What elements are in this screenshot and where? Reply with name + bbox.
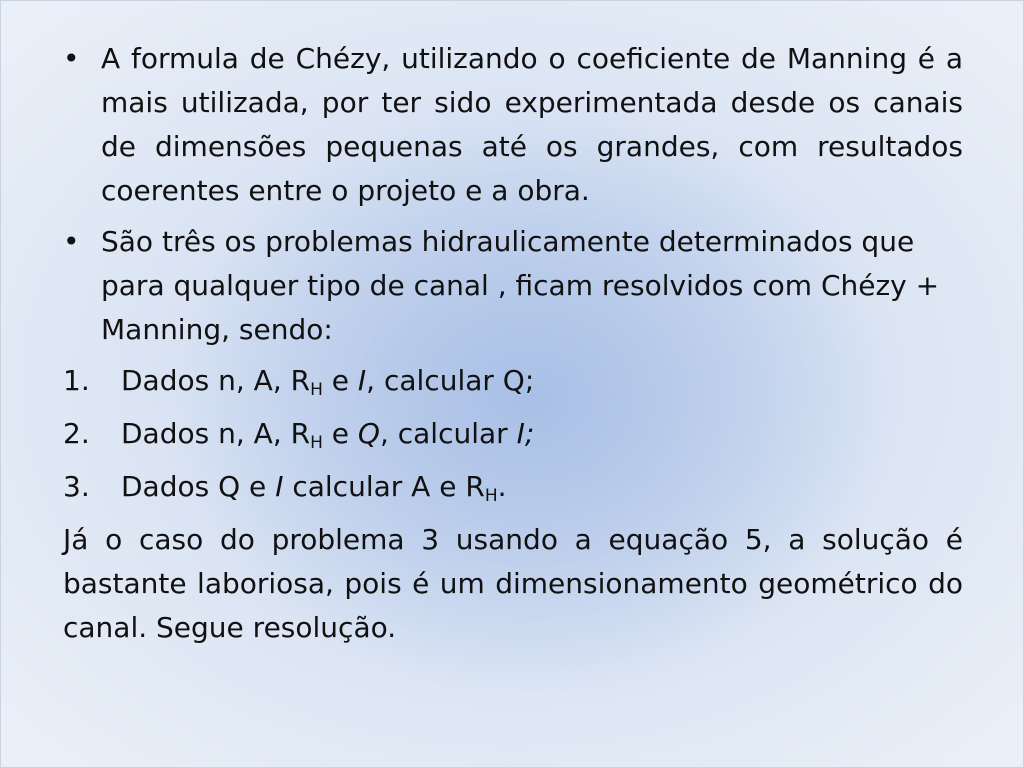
- bullet-marker: •: [63, 225, 80, 258]
- subscript: H: [310, 380, 323, 400]
- item-text: [121, 417, 535, 453]
- bullet-item-1: [63, 37, 963, 213]
- numbered-item-3: [63, 465, 963, 509]
- item-text-part: Dados n, A, R: [121, 417, 311, 450]
- italic-symbol: I: [275, 470, 284, 503]
- item-text-part: .: [497, 470, 507, 503]
- closing-paragraph: Já o caso do problema 3 usando a equação 5, a solução é bastante laboriosa, pois é um dimensionamento geométrico do canal. Segue resolução.: [63, 523, 963, 644]
- item-text: [121, 470, 507, 506]
- bullet-marker: •: [63, 42, 80, 75]
- bullet-text: A formula de Chézy, utilizando o coeficiente de Manning é a mais utilizada, por ter sido experimentada desde os canais de dimensões pequenas até os grandes, com resultados coerentes entre o projeto e a obra.: [101, 42, 963, 207]
- bullet-text: São três os problemas hidraulicamente determinados que para qualquer tipo de canal , ficam resolvidos com Chézy + Manning, sendo:: [101, 225, 940, 346]
- item-text-part: Dados n, A, R: [121, 364, 311, 397]
- item-number: 3.: [63, 470, 90, 503]
- item-text-part: , calcular: [379, 417, 517, 450]
- italic-symbol: I;: [516, 417, 535, 450]
- item-text-part: Dados Q e: [121, 470, 276, 503]
- slide-content: [63, 37, 963, 650]
- item-text: [121, 364, 535, 400]
- numbered-item-1: [63, 359, 963, 403]
- subscript: H: [310, 433, 323, 453]
- italic-symbol: Q: [357, 417, 380, 450]
- item-text-part: calcular A e R: [283, 470, 485, 503]
- item-text-part: e: [322, 417, 358, 450]
- subscript: H: [484, 486, 498, 506]
- item-text-part: , calcular Q;: [366, 364, 535, 397]
- numbered-item-2: [63, 412, 963, 456]
- item-number: 2.: [63, 417, 90, 450]
- italic-symbol: I: [357, 364, 367, 397]
- bullet-item-2: [63, 220, 963, 352]
- item-text-part: e: [322, 364, 358, 397]
- item-number: 1.: [63, 364, 90, 397]
